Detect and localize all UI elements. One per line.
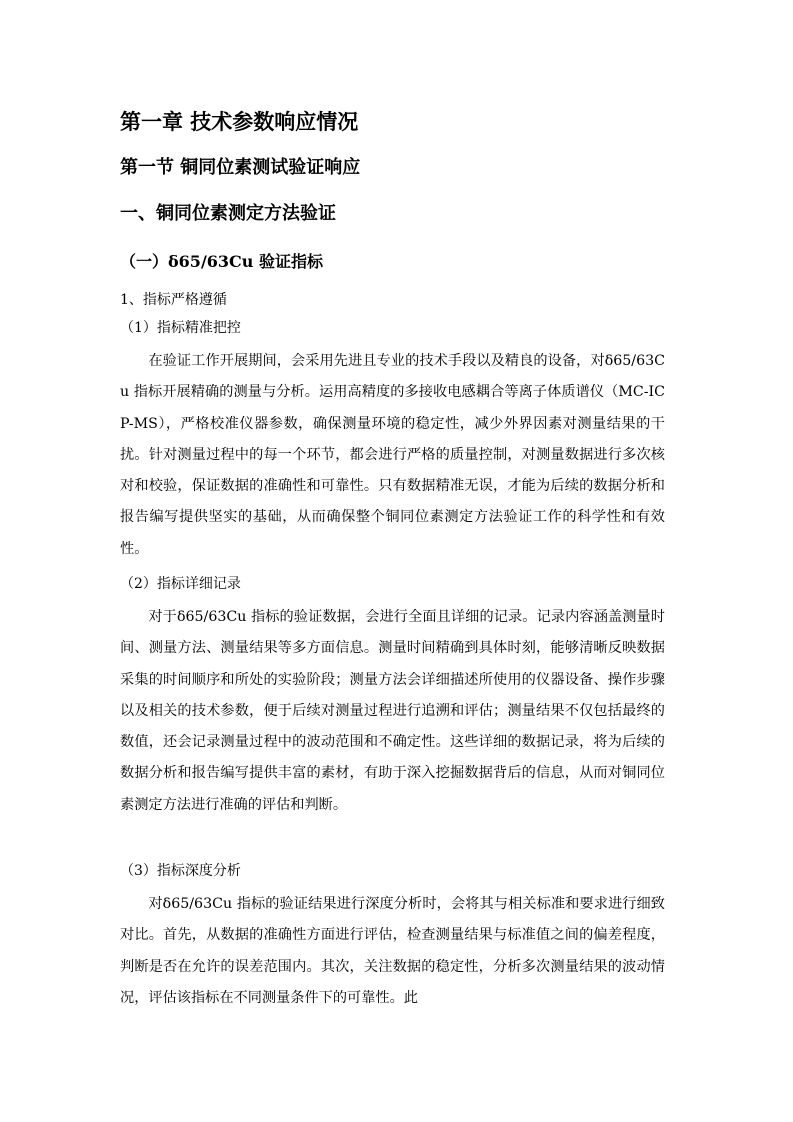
- chapter-title: 第一章 技术参数响应情况: [120, 110, 359, 134]
- sub1-paragraph: 在验证工作开展期间，会采用先进且专业的技术手段以及精良的设备，对δ65/63Cu 指标开展精确的测量与分析。运用高精度的多接收电感耦合等离子体质谱仪（MC-ICP-MS），严格校准仪器参数，确保测量环境的稳定性，减少外界因素对测量结果的干扰。针对测量过程中的每一个环节，都会进行严格的质量控制，对测量数据进行多次核对和校验，保证数据的准确性和可靠性。只有数据精准无误，才能为后续的数据分析和报告编写提供坚实的基础，从而确保整个铜同位素测定方法验证工作的科学性和有效性。: [120, 353, 665, 557]
- section-title: 第一节 铜同位素测试验证响应: [120, 157, 361, 178]
- subsection-title: 一、铜同位素测定方法验证: [120, 203, 336, 224]
- sub1-title: （1）指标精准把控: [120, 320, 241, 336]
- sub3-paragraph: 对δ65/63Cu 指标的验证结果进行深度分析时，会将其与相关标准和要求进行细致对比。首先，从数据的准确性方面进行评估，检查测量结果与标准值之间的偏差程度，判断是否在允许的误差范围内。其次，关注数据的稳定性，分析多次测量结果的波动情况，评估该指标在不同测量条件下的可靠性。此: [120, 896, 665, 1006]
- sub2-title: （2）指标详细记录: [120, 576, 241, 592]
- item-title: （一）δ65/63Cu 验证指标: [120, 252, 323, 271]
- point-title: 1、指标严格遵循: [120, 292, 227, 308]
- sub3-title: （3）指标深度分析: [120, 863, 241, 879]
- sub2-paragraph: 对于δ65/63Cu 指标的验证数据，会进行全面且详细的记录。记录内容涵盖测量时间、测量方法、测量结果等多方面信息。测量时间精确到具体时刻，能够清晰反映数据采集的时间顺序和所处的实验阶段；测量方法会详细描述所使用的仪器设备、操作步骤以及相关的技术参数，便于后续对测量过程进行追溯和评估；测量结果不仅包括最终的数值，还会记录测量过程中的波动范围和不确定性。这些详细的数据记录，将为后续的数据分析和报告编写提供丰富的素材，有助于深入挖掘数据背后的信息，从而对铜同位素测定方法进行准确的评估和判断。: [120, 609, 665, 813]
